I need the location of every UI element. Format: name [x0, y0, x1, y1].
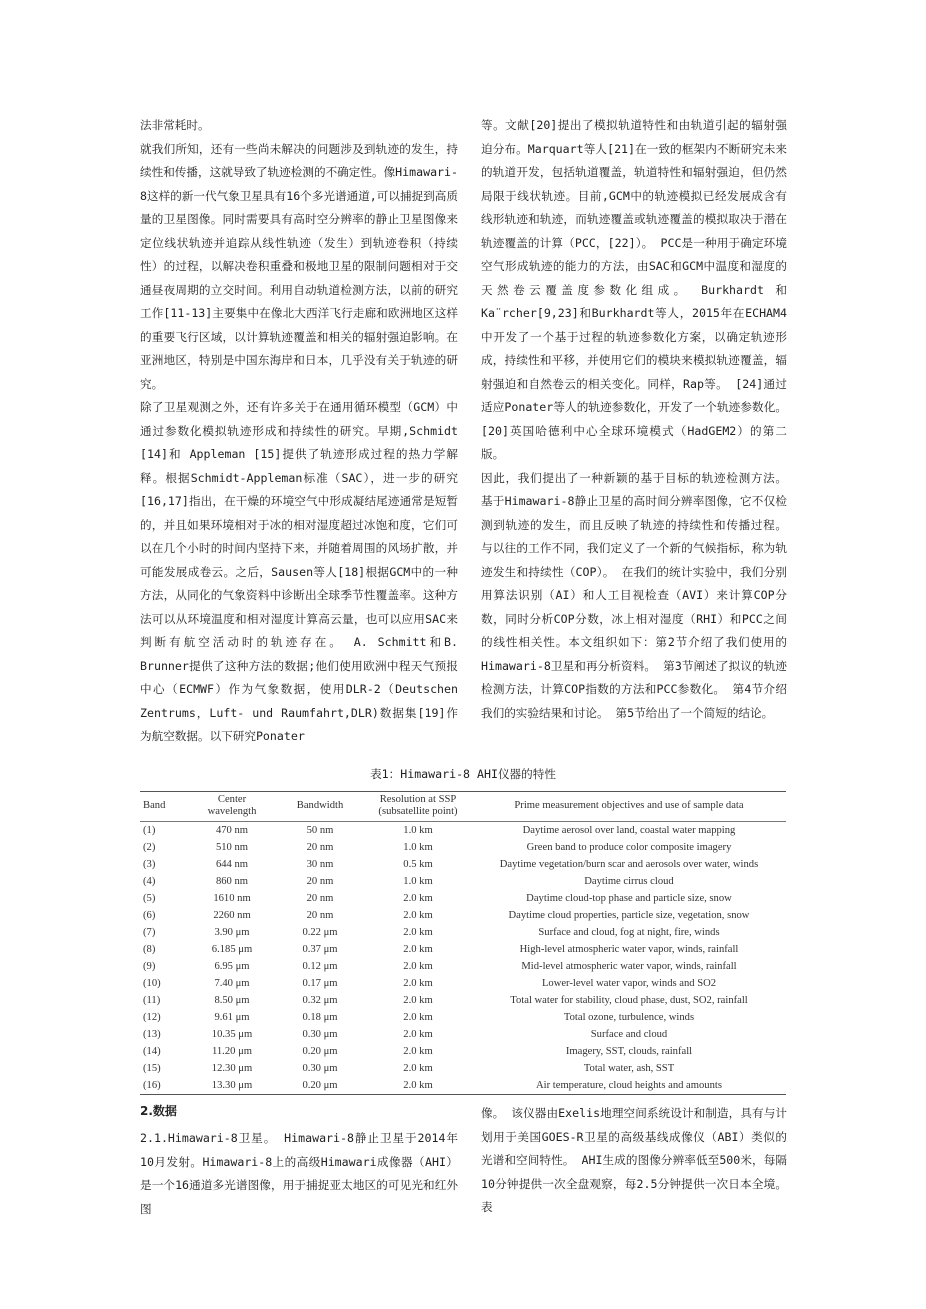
- cell-bandwidth: 0.30 μm: [302, 1029, 338, 1040]
- cell-resolution: 1.0 km: [403, 842, 433, 853]
- cell-bandwidth: 50 nm: [306, 825, 334, 836]
- cell-band: (7): [143, 927, 156, 938]
- cell-center-wavelength: 8.50 μm: [214, 995, 250, 1006]
- cell-objective: Surface and cloud, fog at night, fire, winds: [538, 927, 720, 938]
- cell-resolution: 1.0 km: [403, 876, 433, 887]
- cell-center-wavelength: 1610 nm: [213, 893, 251, 904]
- table-row: [140, 941, 786, 958]
- cell-center-wavelength: 9.61 μm: [214, 1012, 250, 1023]
- cell-bandwidth: 20 nm: [306, 876, 334, 887]
- header-center-line2: wavelength: [207, 806, 257, 817]
- cell-objective: Total ozone, turbulence, winds: [563, 1012, 695, 1023]
- table-row: [140, 822, 786, 840]
- table-header-row: [140, 792, 786, 822]
- cell-objective: Daytime cloud properties, particle size, vegetation, snow: [508, 910, 750, 921]
- ahi-characteristics-table: [140, 791, 786, 1095]
- header-resolution-line2: (subsatellite point): [378, 806, 458, 817]
- table-row: [140, 873, 786, 890]
- cell-resolution: 2.0 km: [403, 1012, 433, 1023]
- table-caption: 表1：Himawari-8 AHI仪器的特性: [370, 767, 556, 781]
- cell-band: (14): [143, 1046, 161, 1057]
- paragraph: 因此，我们提出了一种新颖的基于目标的轨迹检测方法。 基于Himawari-8静止卫星的高时间分辨率图像，它不仅检测到轨迹的发生，而且反映了轨迹的持续性和传播过程。 与以往的工作不同，我们定义了一个新的气候指标，称为轨迹发生和持续性（COP）。 在我们的统计实验中，我们分别用算法识别（AI）和人工目视检查（AVI）来计算COP分数，同时分析COP分数，冰上相对湿度（RHI）和PCC之间的线性相关性。本文组织如下：第2节介绍了我们使用的Himawari-8卫星和再分析资料。 第3节阐述了拟议的轨迹检测方法，计算COP指数的方法和PCC参数化。 第4节介绍我们的实验结果和讨论。 第5节给出了一个简短的结论。: [481, 470, 787, 720]
- cell-center-wavelength: 11.20 μm: [211, 1046, 252, 1057]
- cell-resolution: 2.0 km: [403, 927, 433, 938]
- cell-center-wavelength: 860 nm: [215, 876, 249, 887]
- cell-objective: Surface and cloud: [590, 1029, 668, 1040]
- table-body: [140, 822, 786, 1095]
- table-row: [140, 924, 786, 941]
- cell-center-wavelength: 6.185 μm: [211, 944, 253, 955]
- cell-resolution: 2.0 km: [403, 893, 433, 904]
- cell-resolution: 1.0 km: [403, 825, 433, 836]
- cell-center-wavelength: 13.30 μm: [188, 1077, 276, 1095]
- cell-center-wavelength: 6.95 μm: [214, 961, 250, 972]
- cell-resolution: 2.0 km: [403, 961, 433, 972]
- cell-bandwidth: 0.17 μm: [302, 978, 338, 989]
- cell-objective: Daytime cirrus cloud: [584, 876, 674, 887]
- table-block: [140, 766, 786, 1095]
- header-resolution: [364, 792, 472, 822]
- cell-resolution: 2.0 km: [403, 1063, 433, 1074]
- table-row: [140, 1009, 786, 1026]
- header-center-wavelength: [188, 792, 276, 822]
- table-row: [140, 907, 786, 924]
- paragraph: 等。文献[20]提出了模拟轨道特性和由轨道引起的辐射强迫分布。Marquart等人[21]在一致的框架内不断研究未来的轨道开发，包括轨道覆盖，轨道特性和辐射强迫，但仍然局限于线状轨迹。目前,GCM中的轨迹模拟已经发展成含有线形轨迹和轨迹，而轨迹覆盖或轨迹覆盖的模拟取决于潜在轨迹覆盖的计算（PCC，[22]）。 PCC是一种用于确定环境空气形成轨迹的能力的方法，由SAC和GCM中温度和湿度的天然卷云覆盖度参数化组成。 Burkhardt 和 Ka¨rcher[9,23]和Burkhardt等人，2015年在ECHAM4中开发了一个基于过程的轨迹参数化方案，以确定轨迹形成，持续性和平移，并使用它们的模块来模拟轨迹覆盖，辐射强迫和自然卷云的相关变化。同样，Rap等。 [24]通过适应Ponater等人的轨迹参数化，开发了一个轨迹参数化。[20]英国哈德利中心全球环境模式（HadGEM2）的第二版。: [481, 118, 787, 461]
- cell-resolution: 2.0 km: [403, 1046, 433, 1057]
- cell-bandwidth: 0.20 μm: [276, 1077, 364, 1095]
- table-row: [140, 975, 786, 992]
- cell-bandwidth: 0.32 μm: [302, 995, 338, 1006]
- table-row: [140, 1077, 786, 1095]
- header-resolution-line1: Resolution at SSP: [379, 794, 457, 805]
- cell-resolution: 2.0 km: [403, 978, 433, 989]
- cell-objective: Daytime cloud-top phase and particle size, snow: [526, 893, 732, 904]
- cell-resolution: 2.0 km: [403, 995, 433, 1006]
- cell-band: (9): [143, 961, 156, 972]
- cell-resolution: 0.5 km: [403, 859, 433, 870]
- right-column: [481, 114, 787, 725]
- cell-band: (4): [143, 876, 156, 887]
- cell-band: (11): [143, 995, 161, 1006]
- cell-objective: High-level atmospheric water vapor, winds, rainfall: [519, 944, 739, 955]
- cell-bandwidth: 20 nm: [306, 842, 334, 853]
- paragraph: 法非常耗时。: [140, 118, 210, 132]
- paragraph: 2.1.Himawari-8卫星。 Himawari-8静止卫星于2014年10月发射。Himawari-8上的高级Himawari成像器（AHI）是一个16通道多光谱图像，用于捕捉亚太地区的可见光和红外图: [140, 1131, 458, 1216]
- cell-bandwidth: 30 nm: [306, 859, 334, 870]
- cell-center-wavelength: 644 nm: [215, 859, 249, 870]
- header-bandwidth: Bandwidth: [276, 792, 364, 822]
- cell-center-wavelength: 12.30 μm: [211, 1063, 253, 1074]
- cell-resolution: 2.0 km: [403, 910, 433, 921]
- cell-band: (13): [143, 1029, 161, 1040]
- cell-center-wavelength: 10.35 μm: [211, 1029, 253, 1040]
- cell-band: (1): [143, 825, 156, 836]
- cell-band: (3): [143, 859, 156, 870]
- cell-center-wavelength: 3.90 μm: [214, 927, 250, 938]
- cell-objective: Total water, ash, SST: [583, 1063, 675, 1074]
- cell-band: (10): [143, 978, 161, 989]
- cell-band: (6): [143, 910, 156, 921]
- cell-center-wavelength: 2260 nm: [213, 910, 251, 921]
- table-row: [140, 1026, 786, 1043]
- cell-center-wavelength: 510 nm: [215, 842, 249, 853]
- cell-resolution: 2.0 km: [364, 1077, 472, 1095]
- cell-bandwidth: 0.20 μm: [302, 1046, 338, 1057]
- section2-right-column: [481, 1102, 787, 1220]
- cell-center-wavelength: 470 nm: [215, 825, 249, 836]
- cell-objective: Daytime aerosol over land, coastal water mapping: [522, 825, 736, 836]
- cell-band: (15): [143, 1063, 161, 1074]
- cell-bandwidth: 0.30 μm: [302, 1063, 338, 1074]
- paragraph: 就我们所知，还有一些尚未解决的问题涉及到轨迹的发生，持续性和传播，这就导致了轨迹检测的不确定性。像Himawari-8这样的新一代气象卫星具有16个多光谱通道,可以捕捉到高质量的卫星图像。同时需要具有高时空分辨率的静止卫星图像来定位线状轨迹并追踪从线性轨迹（发生）到轨迹卷积（持续性）的过程，以解决卷积重叠和极地卫星的限制问题相对于交通昼夜周期的立交时间。利用自动轨道检测方法，以前的研究工作[11-13]主要集中在像北大西洋飞行走廊和欧洲地区这样的重要飞行区域，以计算轨迹覆盖和相关的辐射强迫影响。在亚洲地区，特别是中国东海岸和日本，几乎没有关于轨迹的研究。: [140, 141, 458, 391]
- cell-bandwidth: 0.22 μm: [302, 927, 338, 938]
- paragraph: 像。 该仪器由Exelis地理空间系统设计和制造，具有与计划用于美国GOES-R卫星的高级基线成像仪（ABI）类似的光谱和空间特性。 AHI生成的图像分辨率低至500米，每隔10分钟提供一次全盘观察，每2.5分钟提供一次日本全境。 表: [481, 1106, 787, 1214]
- cell-bandwidth: 20 nm: [306, 893, 334, 904]
- header-center-line1: Center: [217, 794, 247, 805]
- cell-band: (5): [143, 893, 156, 904]
- cell-band: (16): [140, 1077, 188, 1095]
- cell-objective: Daytime vegetation/burn scar and aerosols over water, winds: [499, 859, 759, 870]
- cell-bandwidth: 0.37 μm: [302, 944, 338, 955]
- cell-objective: Mid-level atmospheric water vapor, winds, rainfall: [521, 961, 737, 972]
- table-row: [140, 992, 786, 1009]
- cell-objective: Green band to produce color composite imagery: [526, 842, 732, 853]
- paragraph: 除了卫星观测之外，还有许多关于在通用循环模型（GCM）中通过参数化模拟轨迹形成和持续性的研究。早期,Schmidt [14]和 Appleman [15]提供了轨迹形成过程的热力学解释。根据Schmidt-Appleman标准（SAC），进一步的研究[16,17]指出，在干燥的环境空气中形成凝结尾迹通常是短暂的，并且如果环境相对于冰的相对湿度超过冰饱和度，它们可以在几个小时的时间内坚持下来，并随着周围的风场扩散，并可能发展成卷云。之后，Sausen等人[18]根据GCM中的一种方法，从同化的气象资料中诊断出全球季节性覆盖率。这种方法可以从环境温度和相对湿度计算高云量，也可以应用SAC来判断有航空活动时的轨迹存在。 A. Schmitt和B. Brunner提供了这种方法的数据;他们使用欧洲中程天气预报中心（ECMWF）作为气象数据，使用DLR-2（Deutschen Zentrums，Luft- und Raumfahrt,DLR)数据集[19]作为航空数据。以下研究Ponater: [140, 400, 458, 743]
- cell-resolution: 2.0 km: [403, 944, 433, 955]
- section-heading: 2.数据: [140, 1104, 177, 1118]
- cell-band: (2): [143, 842, 156, 853]
- table-row: [140, 958, 786, 975]
- cell-objective: Imagery, SST, clouds, rainfall: [565, 1046, 693, 1057]
- cell-bandwidth: 0.18 μm: [302, 1012, 338, 1023]
- cell-center-wavelength: 7.40 μm: [214, 978, 250, 989]
- table-row: [140, 1060, 786, 1077]
- cell-bandwidth: 20 nm: [306, 910, 334, 921]
- header-objectives: Prime measurement objectives and use of sample data: [472, 792, 786, 822]
- table-row: [140, 856, 786, 873]
- cell-bandwidth: 0.12 μm: [302, 961, 338, 972]
- left-column: [140, 114, 458, 749]
- cell-band: (12): [143, 1012, 161, 1023]
- cell-objective: Total water for stability, cloud phase, dust, SO2, rainfall: [510, 995, 748, 1006]
- section2-left-column: [140, 1127, 458, 1221]
- table-row: [140, 890, 786, 907]
- header-band: Band: [140, 792, 188, 822]
- table-row: [140, 839, 786, 856]
- cell-band: (8): [143, 944, 156, 955]
- cell-objective: Lower-level water vapor, winds and SO2: [541, 978, 717, 989]
- cell-resolution: 2.0 km: [403, 1029, 433, 1040]
- cell-objective: Air temperature, cloud heights and amounts: [472, 1077, 786, 1095]
- table-row: [140, 1043, 786, 1060]
